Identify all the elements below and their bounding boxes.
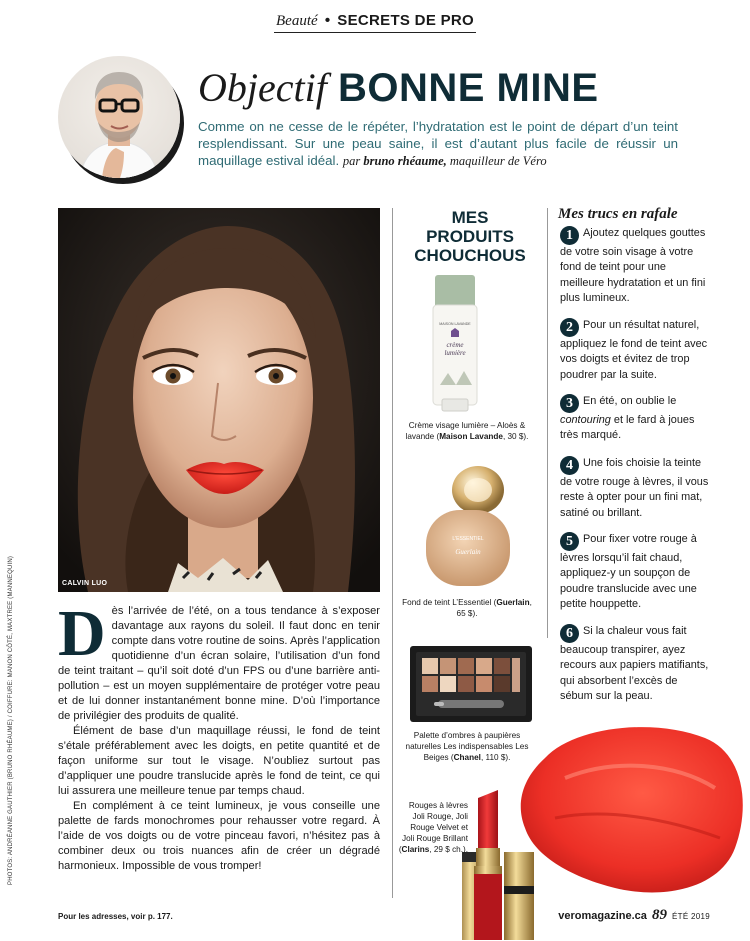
product-caption-foundation-price: , 65 $). xyxy=(456,598,532,618)
section-separator: • xyxy=(324,12,331,29)
product-caption-lipstick xyxy=(398,800,468,855)
article-intro xyxy=(198,118,678,170)
product-caption-cream-brand: Maison Lavande xyxy=(439,432,503,441)
model-photo-illustration xyxy=(58,208,380,592)
product-caption-palette-brand: Chanel xyxy=(453,753,481,762)
body-paragraph xyxy=(58,597,380,724)
byline xyxy=(343,154,547,168)
trick-text: En été, on oublie le xyxy=(583,395,677,407)
product-caption-palette-text: Palette d’ombres à paupières naturelles Les indispensables Les Beiges ( xyxy=(405,731,529,762)
trick-number: 4 xyxy=(560,456,579,475)
article-title xyxy=(198,64,599,111)
trick-text: Pour un résultat naturel, appliquez le fond de teint avec vos doigts et évitez de trop poudrer par la suite. xyxy=(560,319,708,381)
product-caption-cream xyxy=(398,420,536,442)
product-caption-foundation-text: Fond de teint L’Essentiel ( xyxy=(402,598,497,607)
products-heading-line: CHOUCHOUS xyxy=(414,246,526,265)
eyeshadow-palette-image xyxy=(410,646,532,722)
foundation-label-brand: Guerlain xyxy=(455,548,481,556)
trick-text: Ajoutez quelques gouttes de votre soin visage à votre fond de teint pour une meilleure hydratation et un fini plus lumineux. xyxy=(560,227,706,305)
cream-tube-image xyxy=(432,275,478,413)
product-caption-palette-price: , 110 $). xyxy=(480,753,511,762)
title-italic: Objectif xyxy=(198,65,327,110)
product-caption-lipstick-brand: Clarins xyxy=(401,845,430,854)
body-paragraph-text: ès l’arrivée de l’été, on a tous tendance à s’exposer davantage aux rayons du soleil. Il faut donc en tenir compte dans votre routine de soins. Après l’application quotidienne d’un écran solaire, l’utilisation d’un fond de teint traitant – qu’il soit doté d’un FPS ou d’une barrière anti-pollution – est un moyen supplémentaire de protéger votre peau et de lui donner instantanément bonne mine. D’où l’importance de privilégier des produits de qualité. xyxy=(58,605,380,722)
product-caption-cream-text: Crème visage lumière – Aloès & lavande ( xyxy=(405,421,526,441)
section-subname: SECRETS DE PRO xyxy=(337,12,474,29)
issue-label: ÉTÉ 2019 xyxy=(672,912,710,921)
footer-address-note: Pour les adresses, voir p. 177. xyxy=(58,912,173,921)
trick-item xyxy=(560,394,712,444)
products-heading-line: PRODUITS xyxy=(426,227,514,246)
product-caption-foundation-brand: Guerlain xyxy=(496,598,530,607)
body-paragraph: En complément à ce teint lumineux, je vous conseille une palette de fards monochromes pour rehausser votre regard. À l’aide de vos doigts ou de votre pinceau favori, n’hésitez pas à combiner deux ou trois nuances afin de créer un dégradé harmonieux. Impossible de vous tromper! xyxy=(58,800,380,872)
product-caption-foundation xyxy=(398,597,536,619)
trick-item xyxy=(560,624,712,705)
model-photo xyxy=(58,208,380,592)
trick-number: 2 xyxy=(560,318,579,337)
cream-label-name-2: lumière xyxy=(444,349,466,357)
page-number: 89 xyxy=(651,907,667,923)
cream-label-name-1: crème xyxy=(446,341,464,349)
trick-number: 6 xyxy=(560,624,579,643)
trick-item xyxy=(560,532,712,613)
products-heading-line: MES xyxy=(451,208,489,227)
trick-number: 1 xyxy=(560,226,579,245)
product-caption-lipstick-text: Rouges à lèvres Joli Rouge, Joli Rouge Velvet et Joli Rouge Brillant ( xyxy=(398,801,468,854)
foundation-bottle-image xyxy=(420,462,520,588)
trick-text-end: et le fard à joues très marqué. xyxy=(560,414,695,442)
lipstick-image xyxy=(462,790,552,940)
trick-number: 3 xyxy=(560,394,579,413)
cream-label-brand: MAISON LAVANDE xyxy=(439,322,471,326)
byline-by: par xyxy=(342,154,361,168)
body-paragraph: Élément de base d’un maquillage réussi, le fond de teint s’étale préférablement avec les doigts, en petite quantité et de façon uniforme sur tout le visage. N’oubliez surtout pas d’appliquer une poudre translucide après le fond de teint, ce qui lui assurera une meilleure tenue par temps chaud. xyxy=(58,725,380,797)
author-portrait xyxy=(58,56,180,178)
trick-text: Une fois choisie la teinte de votre rouge à lèvres, il vous reste à opter pour un fini mat, satiné ou brillant. xyxy=(560,457,709,519)
footer-folio xyxy=(558,907,710,924)
trick-text: Pour fixer votre rouge à lèvres lorsqu’il fait chaud, appliquez-y un soupçon de poudre translucide avec une petite houppette. xyxy=(560,533,697,611)
foundation-label-name: L'ESSENTIEL xyxy=(452,536,484,542)
trick-item xyxy=(560,226,712,307)
trick-item xyxy=(560,456,712,521)
trick-text: Si la chaleur vous fait beaucoup transpirer, ayez recours aux papiers matifiants, qui absorbent l’excès de sébum sur la peau. xyxy=(560,625,709,703)
trick-item xyxy=(560,318,712,383)
photo-credit: CALVIN LUO xyxy=(62,580,108,587)
tricks-heading: Mes trucs en rafale xyxy=(558,206,678,222)
intro-text: Comme on ne cesse de le répéter, l’hydratation est le point de départ d’un teint resplendissant. Sur une peau saine, il est d’autant plus facile de réussir un maquillage estival idéal. xyxy=(198,119,678,168)
column-divider xyxy=(547,208,548,638)
trick-text-emphasis: contouring xyxy=(560,414,611,426)
footer-site: veromagazine.ca xyxy=(558,910,647,922)
author-portrait-illustration xyxy=(58,56,180,178)
trick-number: 5 xyxy=(560,532,579,551)
byline-role: maquilleur de Véro xyxy=(449,154,547,168)
products-heading xyxy=(400,208,540,265)
product-caption-lipstick-price: , 29 $ ch.). xyxy=(429,845,468,854)
section-name: Beauté xyxy=(276,13,318,29)
byline-author: bruno rhéaume, xyxy=(363,154,447,168)
section-header xyxy=(0,12,750,33)
title-bold: BONNE MINE xyxy=(337,66,599,110)
drop-cap: D xyxy=(58,597,106,670)
product-caption-cream-price: , 30 $). xyxy=(502,432,529,441)
column-divider xyxy=(392,208,393,898)
side-photo-credit: PHOTOS: ANDRÉANNE GAUTHIER (BRUNO RHÉAUME) / COIFFURE: MANON CÔTÉ, MAXTREE (MANNEQUIN) xyxy=(8,555,14,885)
article-body xyxy=(58,597,380,874)
